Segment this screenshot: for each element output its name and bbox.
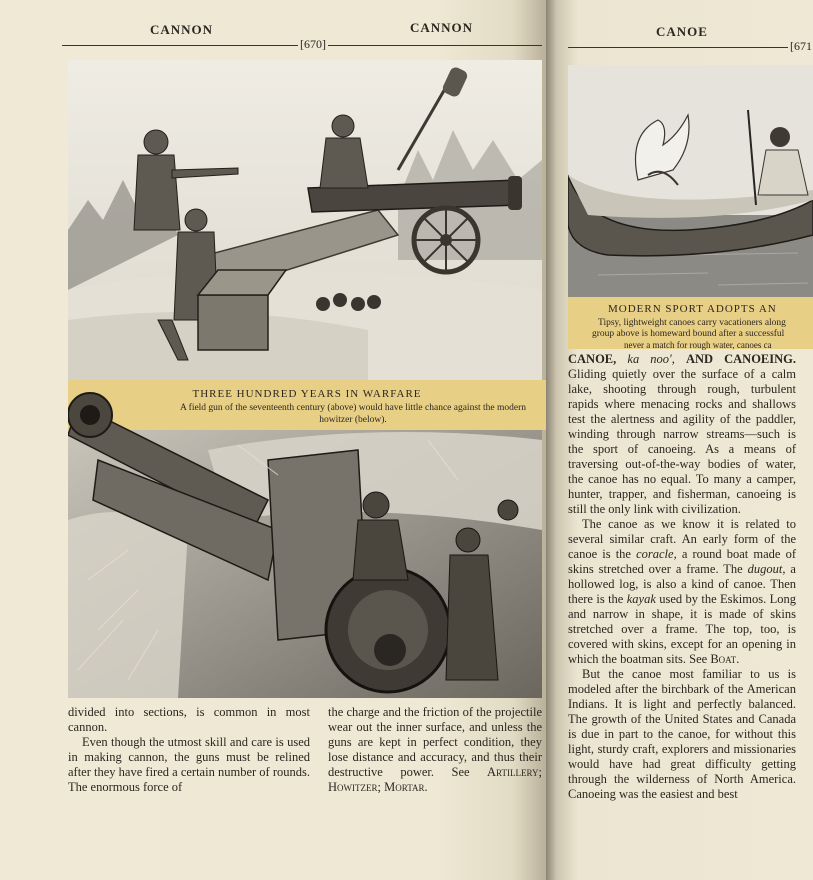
column-2 [328, 705, 542, 795]
ref-artillery[interactable]: Artillery [487, 765, 539, 779]
term-kayak: kayak [626, 592, 656, 606]
right-caption-title: MODERN SPORT ADOPTS AN [608, 303, 777, 315]
right-column [568, 352, 796, 802]
caption-text: A field gun of the seventeenth century (above) would have little chance against the modern howitzer (below). [179, 403, 527, 425]
canoe-paragraph-3: But the canoe most familiar to us is modeled after the birchbark of the American Indians. It is light and perfectly balanced. The growth of the United States and Canada is due in part to the canoe, for without this light, sturdy craft, explorers and missionaries would have had great difficulty getting through the wilderness of North America. Canoeing was the easiest and best [568, 667, 796, 801]
ref-mortar[interactable]: Mortar [384, 780, 425, 794]
col1-paragraph-2: Even though the utmost skill and care is used in making cannon, the guns must be relined after they have fired a certain number of rounds. The enormous force of [68, 735, 310, 794]
col1-paragraph-1: divided into sections, is common in most cannon. [68, 705, 310, 734]
entry-title-2: AND CANOEING. [685, 352, 797, 366]
right-running-head: CANOE [656, 24, 708, 39]
canoe-p2e: . [736, 652, 740, 666]
term-coracle: coracle, [636, 547, 677, 561]
right-caption-line-1: Tipsy, lightweight canoes carry vacationers along [598, 318, 786, 328]
ref-howitzer[interactable]: Howitzer [328, 780, 378, 794]
right-caption-line-3: never a match for rough water, canoes ca [624, 340, 772, 350]
canoe-p2c: a hollowed log, is also a kind of canoe. Then there is the [568, 562, 796, 606]
right-header-rule [568, 47, 813, 48]
canoe-p2b: a round boat made of skins stretched over a frame. The [568, 547, 796, 576]
ref-boat[interactable]: Boat [710, 652, 737, 666]
canoe-photo [568, 65, 813, 297]
right-running-head-left-page: CANNON [410, 20, 474, 35]
caption-title: THREE HUNDRED YEARS IN WARFARE [192, 388, 422, 400]
left-running-head: CANNON [150, 22, 214, 37]
right-page [546, 0, 813, 880]
term-dugout: dugout, [747, 562, 786, 576]
field-gun-illustration [68, 60, 542, 380]
canoe-p2a: The canoe as we know it is related to several similar craft. An early form of the canoe is the [568, 517, 796, 561]
col2-end: . [424, 780, 428, 794]
canoe-p2d: used by the Eskimos. Long and narrow in shape, it is made of skins stretched over a frame. The top, too, is covered with skins, except for an opening in which the boatman sits. See [568, 592, 796, 666]
col2-text: the charge and the friction of the projectile wear out the inner surface, and unless the guns are kept in perfect condition, they lose distance and accuracy, and thus their destructive power. See [328, 705, 542, 779]
col2-sep2: ; [377, 780, 385, 794]
caption-overlay [150, 380, 546, 430]
right-caption-band [568, 297, 813, 349]
canoe-paragraph-1: Gliding quietly over the surface of a calm lake, shooting through rough, turbulent rapids where menacing rocks and shallows test the alertness and agility of the paddler, winding through narrow streams—such is the sport of canoeing. As a means of traversing out-of-the-way bodies of water, the canoe has no equal. To many a camper, hunter, trapper, and fisherman, canoeing is still the only link with civilization. [568, 367, 796, 516]
entry-pronunciation: ka noo', [627, 352, 675, 366]
page-number: [670] [300, 37, 326, 51]
col2-sep1: ; [538, 765, 542, 779]
right-caption-line-2: group above is homeward bound after a successful [592, 329, 785, 339]
entry-title: CANOE, [568, 352, 617, 366]
right-page-number: [671 [790, 39, 812, 53]
column-1 [68, 705, 310, 795]
